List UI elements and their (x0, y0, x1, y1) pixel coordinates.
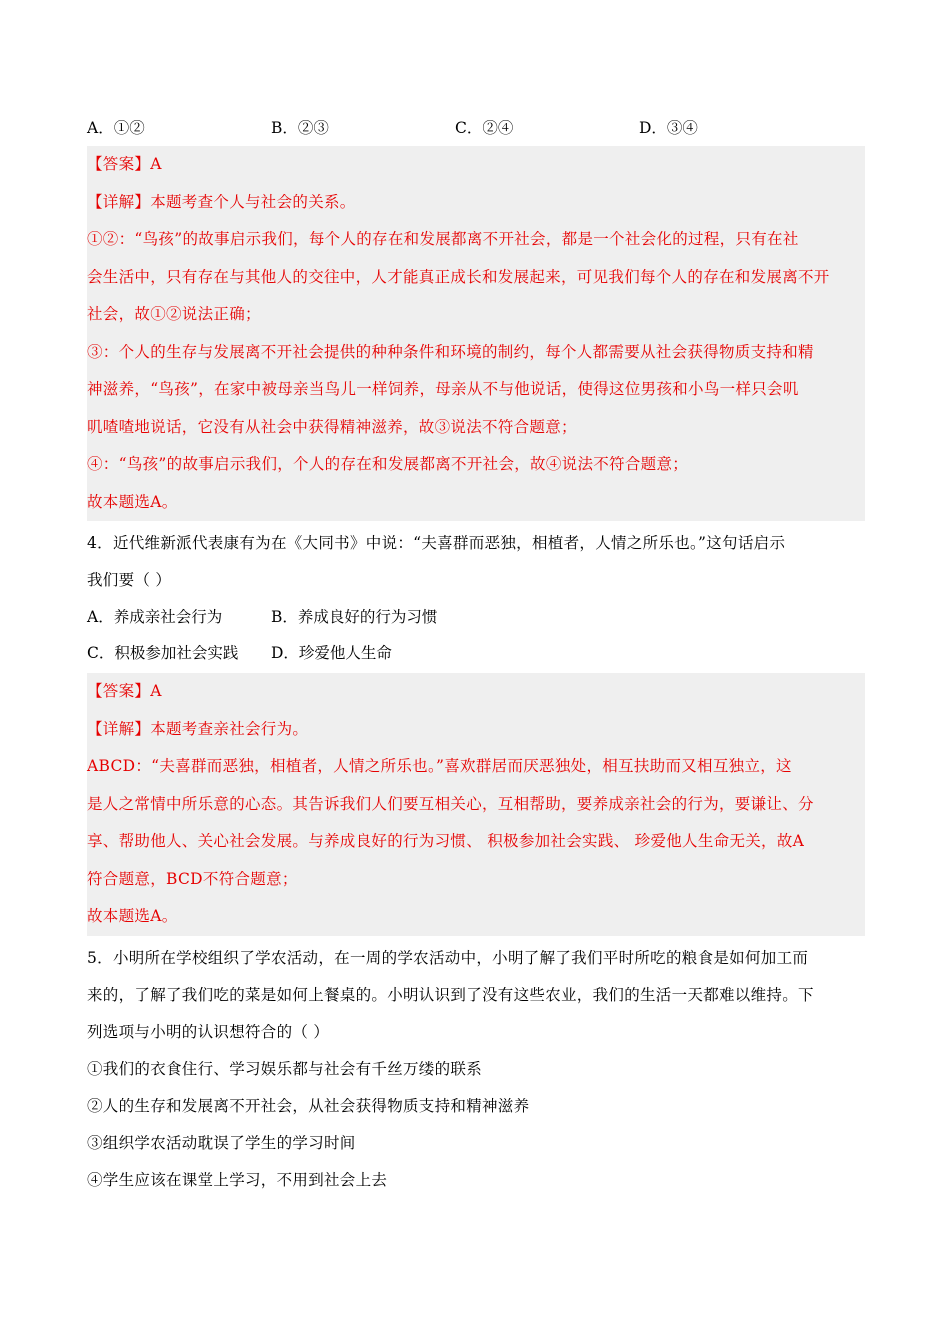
question-4 (87, 525, 865, 671)
q4-answer-label: 【答案】A (87, 682, 162, 700)
q4-conclusion: 故本题选A。 (87, 907, 178, 925)
q5-stem-line: 来的，了解了我们吃的菜是如何上餐桌的。小明认识到了没有这些农业，我们的生活一天都难以维持。下 (87, 985, 814, 1004)
q3-answer-block (87, 146, 865, 521)
q3-explanation-line: 会生活中，只有存在与其他人的交往中，人才能真正成长和发展起来，可见我们每个人的存在和发展离不开 (87, 267, 830, 286)
q3-answer-label: 【答案】A (87, 155, 162, 173)
q3-explanation-line: 社会，故①②说法正确； (87, 305, 261, 323)
q3-explanation-line: ④：“鸟孩”的故事启示我们，个人的存在和发展都离不开社会，故④说法不符合题意； (87, 455, 689, 473)
q3-explanation-line: ①②：“鸟孩”的故事启示我们，每个人的存在和发展都离不开社会，都是一个社会化的过程，只有在社 (87, 230, 799, 248)
q4-explanation-line: 符合题意，BCD不符合题意； (87, 869, 298, 888)
q3-explanation-line: ③：个人的生存与发展离不开社会提供的种种条件和环境的制约，每个人都需要从社会获得物质支持和精 (87, 342, 814, 361)
q5-statement: ③组织学农活动耽误了学生的学习时间 (87, 1133, 356, 1152)
q3-explanation-line: 神滋养，“鸟孩”，在家中被母亲当鸟儿一样饲养，母亲从不与他说话，使得这位男孩和小鸟一样只会叽 (87, 380, 799, 398)
q3-explanation-line: 叽喳喳地说话，它没有从社会中获得精神滋养，故③说法不符合题意； (87, 417, 577, 436)
q3-explanation-line: 【详解】本题考查个人与社会的关系。 (87, 192, 356, 211)
q4-explanation-line: ABCD：“夫喜群而恶独，相植者，人情之所乐也。”喜欢群居而厌恶独处，相互扶助而又相互独立，这 (87, 757, 792, 775)
q5-stem-line: 列选项与小明的认识想符合的（ ） (87, 1022, 330, 1041)
q5-statement: ④学生应该在课堂上学习，不用到社会上去 (87, 1170, 388, 1189)
q4-explanation-line: 享、帮助他人、关心社会发展。与养成良好的行为习惯、 积极参加社会实践、 珍爱他人生命无关，故A (87, 832, 805, 850)
q3-conclusion: 故本题选A。 (87, 492, 178, 511)
q3-option-a: A．①② (87, 119, 145, 137)
q4-stem-line: 我们要（ ） (87, 571, 172, 589)
q3-options (87, 110, 865, 144)
q5-statement: ②人的生存和发展离不开社会，从社会获得物质支持和精神滋养 (87, 1096, 530, 1115)
q4-option-b: B．养成良好的行为习惯 (271, 608, 438, 626)
q3-option-d: D．③④ (639, 119, 698, 137)
q4-answer-block (87, 673, 865, 936)
q4-options-row (87, 599, 865, 635)
q5-statement: ①我们的衣食住行、学习娱乐都与社会有千丝万缕的联系 (87, 1059, 483, 1078)
q4-options-row (87, 635, 865, 671)
q4-option-d: D．珍爱他人生命 (271, 644, 392, 662)
q4-option-a: A．养成亲社会行为 (87, 608, 223, 626)
q4-stem-line: 4．近代维新派代表康有为在《大同书》中说：“夫喜群而恶独，相植者，人情之所乐也。”这句话启示 (87, 534, 786, 552)
document-page (87, 110, 865, 1199)
q5-stem-line: 5．小明所在学校组织了学农活动，在一周的学农活动中，小明了解了我们平时所吃的粮食是如何加工而 (87, 948, 809, 967)
q4-explanation-line: 【详解】本题考查亲社会行为。 (87, 719, 309, 738)
q3-option-b: B．②③ (271, 119, 329, 137)
q4-explanation-line: 是人之常情中所乐意的心态。其告诉我们人们要互相关心，互相帮助，要养成亲社会的行为，要谦让、分 (87, 794, 814, 813)
q4-option-c: C．积极参加社会实践 (87, 644, 239, 662)
question-5 (87, 940, 865, 1199)
q3-option-c: C．②④ (455, 119, 514, 137)
